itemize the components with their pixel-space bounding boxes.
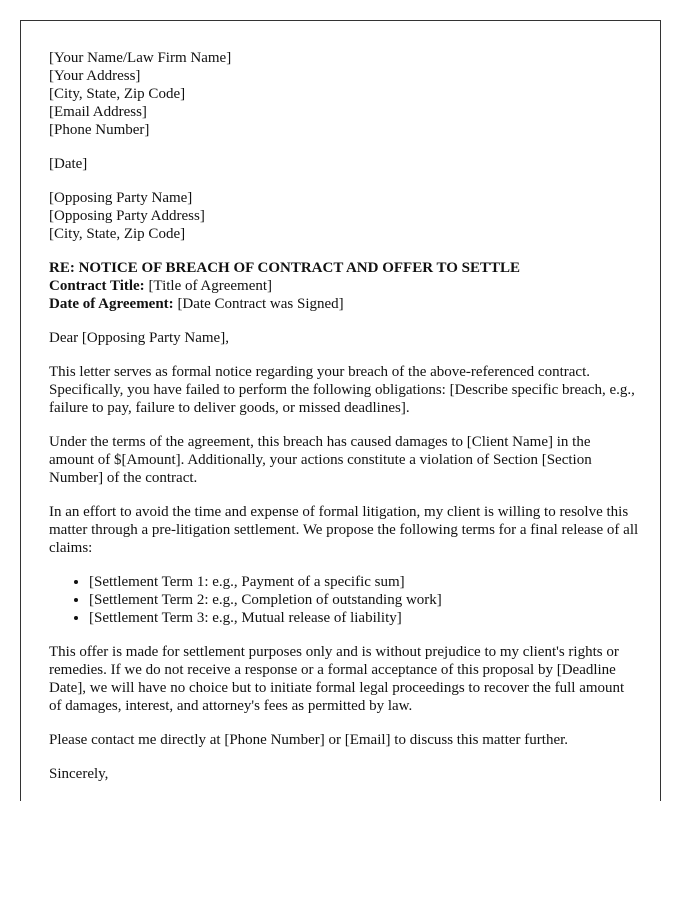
agreement-date-line [49,295,639,313]
settlement-terms-list [49,573,639,627]
letter-content [49,49,639,799]
breach-paragraph: This letter serves as formal notice regarding your breach of the above-referenced contract. Specifically, you have failed to perform the following obligations: [Describe specific breach, e.g., failure to pay, failure to deliver goods, or missed deadlines]. [49,364,635,416]
sender-block [49,49,639,139]
list-item: • [Settlement Term 1: e.g., Payment of a specific sum] [89,573,639,591]
agreement-date-label: Date of Agreement: [49,296,174,312]
damages-paragraph: Under the terms of the agreement, this breach has caused damages to [Client Name] in the amount of $[Amount]. Additionally, your actions constitute a violation of Section [Section Number] of the contract. [49,434,592,486]
sender-email: [Email Address] [49,104,147,120]
sender-city-state-zip: [City, State, Zip Code] [49,86,186,102]
contact-paragraph: Please contact me directly at [Phone Number] or [Email] to discuss this matter further. [49,732,569,748]
list-item: • [Settlement Term 3: e.g., Mutual release of liability] [89,609,639,627]
sender-phone: [Phone Number] [49,122,150,138]
contract-title-line [49,277,639,295]
re-block [49,259,639,313]
contract-title-value: [Title of Agreement] [144,278,273,294]
recipient-address: [Opposing Party Address] [49,208,205,224]
sender-address: [Your Address] [49,68,141,84]
letter-page [20,20,661,801]
sender-name: [Your Name/Law Firm Name] [49,50,232,66]
recipient-name: [Opposing Party Name] [49,190,193,206]
settlement-intro-paragraph: In an effort to avoid the time and expense of formal litigation, my client is willing to resolve this matter through a pre-litigation settlement. We propose the following terms for a final release of all claims: [49,504,639,556]
recipient-block [49,189,639,243]
closing: Sincerely, [49,766,109,782]
salutation: Dear [Opposing Party Name], [49,330,229,346]
letter-date: [Date] [49,156,88,172]
agreement-date-value: [Date Contract was Signed] [173,296,344,312]
recipient-city-state-zip: [City, State, Zip Code] [49,226,186,242]
list-item: • [Settlement Term 2: e.g., Completion of outstanding work] [89,591,639,609]
re-subject: RE: NOTICE OF BREACH OF CONTRACT AND OFFER TO SETTLE [49,260,521,276]
without-prejudice-paragraph: This offer is made for settlement purposes only and is without prejudice to my client's rights or remedies. If we do not receive a response or a formal acceptance of this proposal by [Deadline Date], we will have no choice but to initiate formal legal proceedings to recover the full amount of damages, interest, and attorney's fees as permitted by law. [49,644,625,714]
date-block [49,155,639,173]
contract-title-label: Contract Title: [49,278,145,294]
